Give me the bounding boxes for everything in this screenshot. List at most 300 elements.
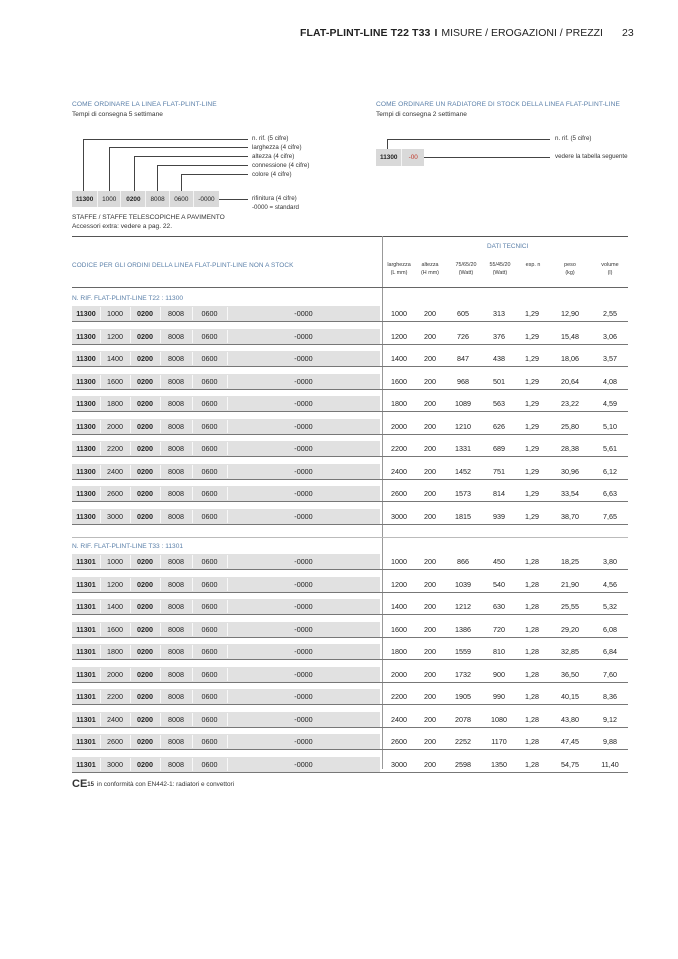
cell-divider xyxy=(227,758,228,771)
table-row xyxy=(72,464,628,480)
code-cell: 1400 xyxy=(107,354,123,363)
tech-cell: 200 xyxy=(424,737,436,746)
compliance-text: in conformità con EN442-1: radiatori e convettori xyxy=(96,781,235,788)
column-header-unit: (Watt) xyxy=(492,270,508,276)
code-cell: 0200 xyxy=(137,737,153,746)
tech-cell: 1905 xyxy=(455,692,471,701)
code-cell: 0200 xyxy=(137,759,153,769)
order-code-example xyxy=(72,191,219,207)
cell-divider xyxy=(192,442,193,455)
table-row xyxy=(72,374,628,390)
row-rule xyxy=(72,772,628,773)
cell-divider xyxy=(130,690,131,703)
row-rule xyxy=(72,479,628,480)
code-cell: 8008 xyxy=(168,602,184,611)
code-cell: -0000 xyxy=(294,489,313,498)
tech-cell: 200 xyxy=(424,489,436,498)
cell-divider xyxy=(130,420,131,433)
tech-cell: 200 xyxy=(424,669,436,679)
tech-cell: 1,28 xyxy=(525,692,539,701)
tech-cell: 2000 xyxy=(391,421,407,431)
column-header-unit: (H mm) xyxy=(421,270,439,276)
cell-divider xyxy=(227,442,228,455)
tech-cell: 1386 xyxy=(455,624,471,634)
tech-cell: 9,12 xyxy=(603,714,617,724)
code-color: 0600 xyxy=(170,191,194,207)
tech-cell: 200 xyxy=(424,692,436,701)
code-cell: 8008 xyxy=(168,466,184,476)
tech-cell: 3,57 xyxy=(603,354,617,363)
table-row xyxy=(72,509,628,525)
tech-cell: 18,06 xyxy=(561,354,579,363)
tech-cell: 2600 xyxy=(391,489,407,498)
code-cell: 0600 xyxy=(201,759,218,769)
code-cell: 0200 xyxy=(137,669,153,679)
tech-cell: 2000 xyxy=(391,669,407,679)
tech-cell: 1,29 xyxy=(525,466,539,476)
cell-divider xyxy=(192,668,193,681)
page-number: 23 xyxy=(622,27,634,39)
cell-divider xyxy=(192,465,193,478)
cell-divider xyxy=(100,578,101,591)
table-row xyxy=(72,689,628,705)
code-cell: 11301 xyxy=(76,737,96,746)
tech-cell: 1559 xyxy=(455,647,471,656)
cell-divider xyxy=(227,397,228,410)
column-header-unit: (Watt) xyxy=(458,270,474,276)
cell-divider xyxy=(100,307,101,320)
code-cell: 0200 xyxy=(137,714,153,724)
tech-cell: 1089 xyxy=(455,399,471,408)
cell-divider xyxy=(130,487,131,500)
code-cell: 11301 xyxy=(76,624,96,634)
tech-cell: 900 xyxy=(493,669,505,679)
tech-cell: 6,63 xyxy=(603,489,617,498)
tech-cell: 200 xyxy=(424,624,436,634)
header-rule xyxy=(72,287,628,288)
cell-divider xyxy=(160,645,161,658)
stock-label-table: vedere la tabella seguente xyxy=(555,153,628,160)
tech-cell: 2200 xyxy=(391,444,407,453)
code-ref: 11300 xyxy=(72,191,98,207)
tech-cell: 5,61 xyxy=(603,444,617,453)
code-cell: 0200 xyxy=(137,602,153,611)
tech-cell: 200 xyxy=(424,444,436,453)
tech-cell: 1732 xyxy=(455,669,471,679)
cell-divider xyxy=(100,735,101,748)
tech-cell: 40,15 xyxy=(561,692,579,701)
code-cell: 2000 xyxy=(107,421,123,431)
cell-divider xyxy=(100,623,101,636)
tech-cell: 1000 xyxy=(391,309,407,318)
group-title: N. RIF. FLAT-PLINT-LINE T22 : 11300 xyxy=(72,295,184,302)
accessories-note: Accessori extra: vedere a pag. 22. xyxy=(72,223,173,230)
cell-divider xyxy=(192,307,193,320)
cell-divider xyxy=(130,600,131,613)
tech-cell: 1,29 xyxy=(525,376,539,386)
column-header-unit: (l) xyxy=(607,270,613,276)
code-cell: 11300 xyxy=(76,466,96,476)
tech-cell: 11,40 xyxy=(601,759,619,769)
tech-cell: 4,56 xyxy=(603,579,617,589)
tech-cell: 2600 xyxy=(391,737,407,746)
code-cell: 0600 xyxy=(201,444,218,453)
code-cell: -0000 xyxy=(294,376,313,386)
cell-divider xyxy=(192,713,193,726)
tech-cell: 1331 xyxy=(455,444,471,453)
tech-cell: 200 xyxy=(424,309,436,318)
code-cell: 11300 xyxy=(76,354,96,363)
code-cell: 11300 xyxy=(76,376,96,386)
code-cell: 0600 xyxy=(201,331,218,341)
row-rule xyxy=(72,704,628,705)
tech-cell: 200 xyxy=(424,354,436,363)
tech-cell: 2400 xyxy=(391,714,407,724)
code-cell: 8008 xyxy=(168,669,184,679)
code-cell: 11300 xyxy=(76,444,96,453)
code-cell: 0600 xyxy=(201,466,218,476)
stock-code-example xyxy=(376,149,424,166)
tech-cell: 810 xyxy=(493,647,505,656)
code-cell: 3000 xyxy=(107,511,123,521)
cell-divider xyxy=(227,555,228,568)
cell-divider xyxy=(100,668,101,681)
cell-divider xyxy=(192,578,193,591)
cell-divider xyxy=(130,645,131,658)
cell-divider xyxy=(130,555,131,568)
tech-cell: 939 xyxy=(493,511,505,521)
code-cell: 8008 xyxy=(168,309,184,318)
cell-divider xyxy=(130,623,131,636)
cell-divider xyxy=(227,623,228,636)
code-cell: 8008 xyxy=(168,421,184,431)
column-header-label: larghezza xyxy=(387,262,411,268)
column-header-label: volume xyxy=(601,262,619,268)
code-cell: 0600 xyxy=(201,309,218,318)
code-cell: 0600 xyxy=(201,647,218,656)
cell-divider xyxy=(192,758,193,771)
tech-cell: 563 xyxy=(493,399,505,408)
tech-cell: 200 xyxy=(424,376,436,386)
tech-cell: 3000 xyxy=(391,759,407,769)
tech-cell: 1,28 xyxy=(525,714,539,724)
connector-line xyxy=(134,156,135,191)
tech-cell: 1600 xyxy=(391,376,407,386)
code-cell: 8008 xyxy=(168,511,184,521)
cell-divider xyxy=(227,645,228,658)
tech-cell: 200 xyxy=(424,602,436,611)
group-separator xyxy=(72,537,628,538)
code-cell: 11300 xyxy=(76,511,96,521)
tech-cell: 9,88 xyxy=(603,737,617,746)
tech-cell: 1170 xyxy=(491,737,507,746)
tech-cell: 54,75 xyxy=(561,759,579,769)
tech-cell: 3,06 xyxy=(603,331,617,341)
tech-cell: 3000 xyxy=(391,511,407,521)
code-cell: 11300 xyxy=(76,399,96,408)
connector-line xyxy=(157,165,248,166)
table-row xyxy=(72,734,628,750)
row-rule xyxy=(72,727,628,728)
code-cell: 11301 xyxy=(76,647,96,656)
code-cell: -0000 xyxy=(294,759,313,769)
connector-line xyxy=(424,157,550,158)
code-cell: -0000 xyxy=(294,737,313,746)
tech-cell: 47,45 xyxy=(561,737,579,746)
code-cell: 0600 xyxy=(201,376,218,386)
cell-divider xyxy=(100,600,101,613)
tech-cell: 720 xyxy=(493,624,505,634)
code-cell: 0600 xyxy=(201,557,218,566)
tech-cell: 32,85 xyxy=(561,647,579,656)
code-cell: 2400 xyxy=(107,466,123,476)
column-header-label: esp. n xyxy=(525,262,541,268)
code-cell: 8008 xyxy=(168,579,184,589)
row-rule xyxy=(72,321,628,322)
table-row xyxy=(72,577,628,593)
tech-cell: 1080 xyxy=(491,714,507,724)
column-header xyxy=(416,261,444,277)
cell-divider xyxy=(227,735,228,748)
row-rule xyxy=(72,569,628,570)
order-right-subtitle: Tempi di consegna 2 settimane xyxy=(376,111,467,118)
tech-cell: 2252 xyxy=(455,737,471,746)
label-finish-standard: -0000 = standard xyxy=(252,204,299,211)
cell-divider xyxy=(160,690,161,703)
row-rule xyxy=(72,344,628,345)
cell-divider xyxy=(192,645,193,658)
code-cell: -0000 xyxy=(294,466,313,476)
code-cell: -0000 xyxy=(294,444,313,453)
table-row xyxy=(72,712,628,728)
column-header xyxy=(448,261,484,277)
tech-cell: 200 xyxy=(424,647,436,656)
tech-cell: 38,70 xyxy=(561,511,579,521)
cell-divider xyxy=(100,442,101,455)
code-cell: 0600 xyxy=(201,511,218,521)
cell-divider xyxy=(130,375,131,388)
code-cell: 11300 xyxy=(76,331,96,341)
tech-cell: 1452 xyxy=(455,466,471,476)
code-cell: -0000 xyxy=(294,309,313,318)
row-rule xyxy=(72,456,628,457)
tech-cell: 990 xyxy=(493,692,505,701)
cell-divider xyxy=(192,623,193,636)
tech-cell: 1800 xyxy=(391,399,407,408)
cell-divider xyxy=(100,375,101,388)
code-cell: 8008 xyxy=(168,714,184,724)
cell-divider xyxy=(130,442,131,455)
tech-cell: 2598 xyxy=(455,759,471,769)
code-cell: 8008 xyxy=(168,331,184,341)
code-cell: -0000 xyxy=(294,421,313,431)
cell-divider xyxy=(130,352,131,365)
tech-cell: 5,32 xyxy=(603,602,617,611)
code-finish: -0000 xyxy=(198,195,215,203)
code-cell: 0200 xyxy=(137,399,153,408)
column-header xyxy=(592,261,628,277)
tech-cell: 968 xyxy=(457,376,469,386)
table-row xyxy=(72,622,628,638)
cell-divider xyxy=(100,330,101,343)
cell-divider xyxy=(160,623,161,636)
code-cell: 8008 xyxy=(168,737,184,746)
cell-divider xyxy=(227,578,228,591)
cell-divider xyxy=(160,420,161,433)
code-cell: 2200 xyxy=(107,692,123,701)
tech-cell: 7,65 xyxy=(603,511,617,521)
tech-cell: 200 xyxy=(424,714,436,724)
tech-cell: 1210 xyxy=(455,421,471,431)
row-rule xyxy=(72,389,628,390)
tech-cell: 1,28 xyxy=(525,737,539,746)
table-row xyxy=(72,329,628,345)
code-cell: 11301 xyxy=(76,714,96,724)
code-cell: 1400 xyxy=(107,602,123,611)
code-height: 0200 xyxy=(121,191,146,207)
label-width: larghezza (4 cifre) xyxy=(252,144,302,151)
code-cell: -0000 xyxy=(294,624,313,634)
tech-cell: 814 xyxy=(493,489,505,498)
connector-line xyxy=(83,139,248,140)
tech-cell: 1350 xyxy=(491,759,507,769)
tech-cell: 626 xyxy=(493,421,505,431)
tech-cell: 1200 xyxy=(391,579,407,589)
code-cell: 0600 xyxy=(201,399,218,408)
cell-divider xyxy=(100,690,101,703)
code-cell: 3000 xyxy=(107,759,123,769)
tech-cell: 200 xyxy=(424,399,436,408)
tech-cell: 6,12 xyxy=(603,466,617,476)
cell-divider xyxy=(227,510,228,523)
code-cell: 0600 xyxy=(201,692,218,701)
tech-data-heading: DATI TECNICI xyxy=(487,243,529,250)
label-connection: connessione (4 cifre) xyxy=(252,162,310,169)
tech-cell: 450 xyxy=(493,557,505,566)
code-cell: 0600 xyxy=(201,624,218,634)
tech-cell: 200 xyxy=(424,466,436,476)
cell-divider xyxy=(160,758,161,771)
tech-cell: 1,29 xyxy=(525,421,539,431)
row-rule xyxy=(72,749,628,750)
cell-divider xyxy=(227,352,228,365)
code-cell: 2200 xyxy=(107,444,123,453)
code-cell: 2400 xyxy=(107,714,123,724)
tech-cell: 1573 xyxy=(455,489,471,498)
tech-cell: 23,22 xyxy=(561,399,579,408)
cell-divider xyxy=(130,758,131,771)
connector-line xyxy=(387,139,550,140)
table-row xyxy=(72,486,628,502)
code-cell: -0000 xyxy=(294,647,313,656)
column-header-label: altezza xyxy=(421,262,439,268)
code-cell: 1800 xyxy=(107,399,123,408)
code-cell: 11301 xyxy=(76,692,96,701)
stock-code-ref: 11300 xyxy=(376,149,402,166)
tech-cell: 36,50 xyxy=(561,669,579,679)
tech-cell: 1,29 xyxy=(525,511,539,521)
code-cell: -0000 xyxy=(294,354,313,363)
table-row xyxy=(72,644,628,660)
cell-divider xyxy=(160,330,161,343)
code-cell: 0600 xyxy=(201,602,218,611)
table-top-rule xyxy=(72,236,628,237)
tech-cell: 1,29 xyxy=(525,399,539,408)
tech-cell: 18,25 xyxy=(561,557,579,566)
code-cell: 11301 xyxy=(76,602,96,611)
code-cell: -0000 xyxy=(294,692,313,701)
tech-cell: 12,90 xyxy=(561,309,579,318)
column-header-unit: (L mm) xyxy=(390,270,408,276)
code-cell: 1800 xyxy=(107,647,123,656)
cell-divider xyxy=(192,330,193,343)
tech-cell: 540 xyxy=(493,579,505,589)
tech-cell: 1400 xyxy=(391,602,407,611)
code-cell: 0600 xyxy=(201,421,218,431)
cell-divider xyxy=(100,397,101,410)
row-rule xyxy=(72,366,628,367)
connector-line xyxy=(83,139,84,191)
tech-cell: 6,08 xyxy=(603,624,617,634)
tech-cell: 630 xyxy=(493,602,505,611)
tech-cell: 25,55 xyxy=(561,602,579,611)
cell-divider xyxy=(130,330,131,343)
tech-cell: 1,28 xyxy=(525,602,539,611)
tech-cell: 1000 xyxy=(391,557,407,566)
order-left-subtitle: Tempi di consegna 5 settimane xyxy=(72,111,163,118)
tech-cell: 1200 xyxy=(391,331,407,341)
cell-divider xyxy=(192,375,193,388)
cell-divider xyxy=(227,465,228,478)
cell-divider xyxy=(130,307,131,320)
cell-divider xyxy=(130,668,131,681)
row-rule xyxy=(72,434,628,435)
tech-cell: 1,28 xyxy=(525,557,539,566)
footer-compliance xyxy=(72,778,234,790)
connector-line xyxy=(218,199,248,200)
cell-divider xyxy=(192,420,193,433)
table-row xyxy=(72,667,628,683)
code-cell: 1600 xyxy=(107,624,123,634)
tech-cell: 1,29 xyxy=(525,444,539,453)
code-cell: -0000 xyxy=(294,602,313,611)
tech-cell: 1,28 xyxy=(525,759,539,769)
cell-divider xyxy=(192,352,193,365)
label-ref: n. rif. (5 cifre) xyxy=(252,135,289,142)
cell-divider xyxy=(160,375,161,388)
code-cell: -0000 xyxy=(294,714,313,724)
tech-cell: 501 xyxy=(493,376,505,386)
code-cell: 1200 xyxy=(107,331,123,341)
column-header xyxy=(482,261,518,277)
code-cell: -0000 xyxy=(294,579,313,589)
code-cell: 0600 xyxy=(201,489,218,498)
tech-cell: 6,84 xyxy=(603,647,617,656)
code-cell: 0200 xyxy=(137,692,153,701)
table-row xyxy=(72,306,628,322)
code-cell: 11300 xyxy=(76,489,96,498)
code-cell: 0200 xyxy=(137,511,153,521)
code-cell: 8008 xyxy=(168,489,184,498)
code-cell: 1000 xyxy=(107,557,123,566)
table-row xyxy=(72,441,628,457)
code-cell: 8008 xyxy=(168,557,184,566)
table-row xyxy=(72,554,628,570)
code-cell: -0000 xyxy=(294,557,313,566)
tech-cell: 43,80 xyxy=(561,714,579,724)
tech-cell: 7,60 xyxy=(603,669,617,679)
tech-cell: 29,20 xyxy=(561,624,579,634)
